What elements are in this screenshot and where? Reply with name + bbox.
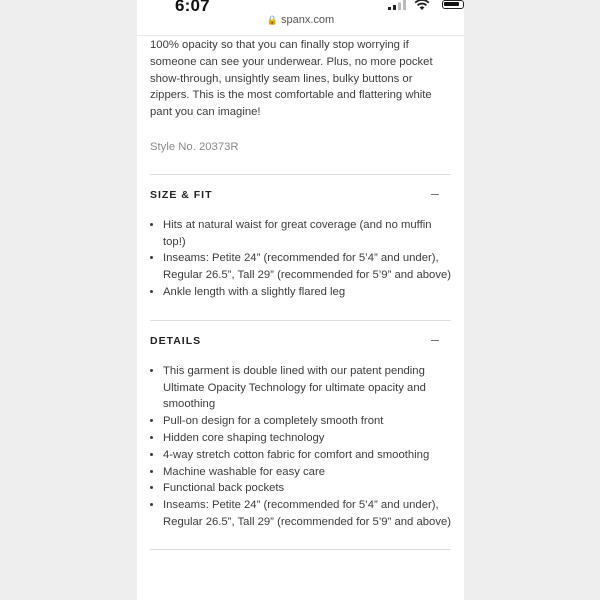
list-item: • Machine washable for easy care [163, 464, 451, 481]
list-item: • Hits at natural waist for great coverage (and no muffin top!) [163, 217, 451, 251]
intro-text: 100% opacity so that you can finally stop worrying if someone can see your underwear. Plus, no more pocket show-through, unsightly seam lines, bulky buttons or zippers. This is the most comfortable and flattering white pant you can imagine! [150, 39, 433, 119]
section-divider [150, 549, 451, 550]
accordion-header-details[interactable] [150, 321, 451, 363]
list-item: • 4-way stretch cotton fabric for comfort and smoothing [163, 447, 451, 464]
url-bar[interactable] [137, 14, 464, 26]
size-fit-list [150, 217, 451, 301]
list-item: • Functional back pockets [163, 480, 451, 497]
list-item: • Ankle length with a slightly flared leg [163, 284, 451, 301]
style-number: Style No. 20373R [150, 140, 239, 153]
list-item: • Inseams: Petite 24” (recommended for 5’4” and under), Regular 26.5”, Tall 29” (recommended for 5’9” and above) [163, 497, 451, 531]
phone-screen [137, 0, 464, 600]
signal-icon [388, 0, 406, 10]
list-item: • Hidden core shaping technology [163, 430, 451, 447]
list-item: • This garment is double lined with our patent pending Ultimate Opacity Technology for ultimate opacity and smoothing [163, 363, 451, 413]
accordion-header-size-fit[interactable] [150, 175, 451, 217]
minus-icon[interactable] [431, 340, 439, 341]
section-title-details: DETAILS [150, 334, 202, 347]
list-item: • Inseams: Petite 24” (recommended for 5’4” and under), Regular 26.5”, Tall 29” (recommended for 5’9” and above) [163, 250, 451, 284]
header-divider [137, 35, 464, 36]
wifi-icon [414, 0, 430, 11]
url-text: spanx.com [281, 14, 335, 26]
status-time: 6:07 [175, 0, 210, 15]
battery-icon [442, 0, 464, 9]
details-list [150, 363, 451, 531]
list-item: • Pull-on design for a completely smooth front [163, 413, 451, 430]
section-title-size-fit: SIZE & FIT [150, 188, 213, 201]
lock-icon: 🔒 [266, 15, 278, 25]
product-description [150, 37, 451, 550]
minus-icon[interactable] [431, 194, 439, 195]
status-bar [137, 0, 464, 36]
